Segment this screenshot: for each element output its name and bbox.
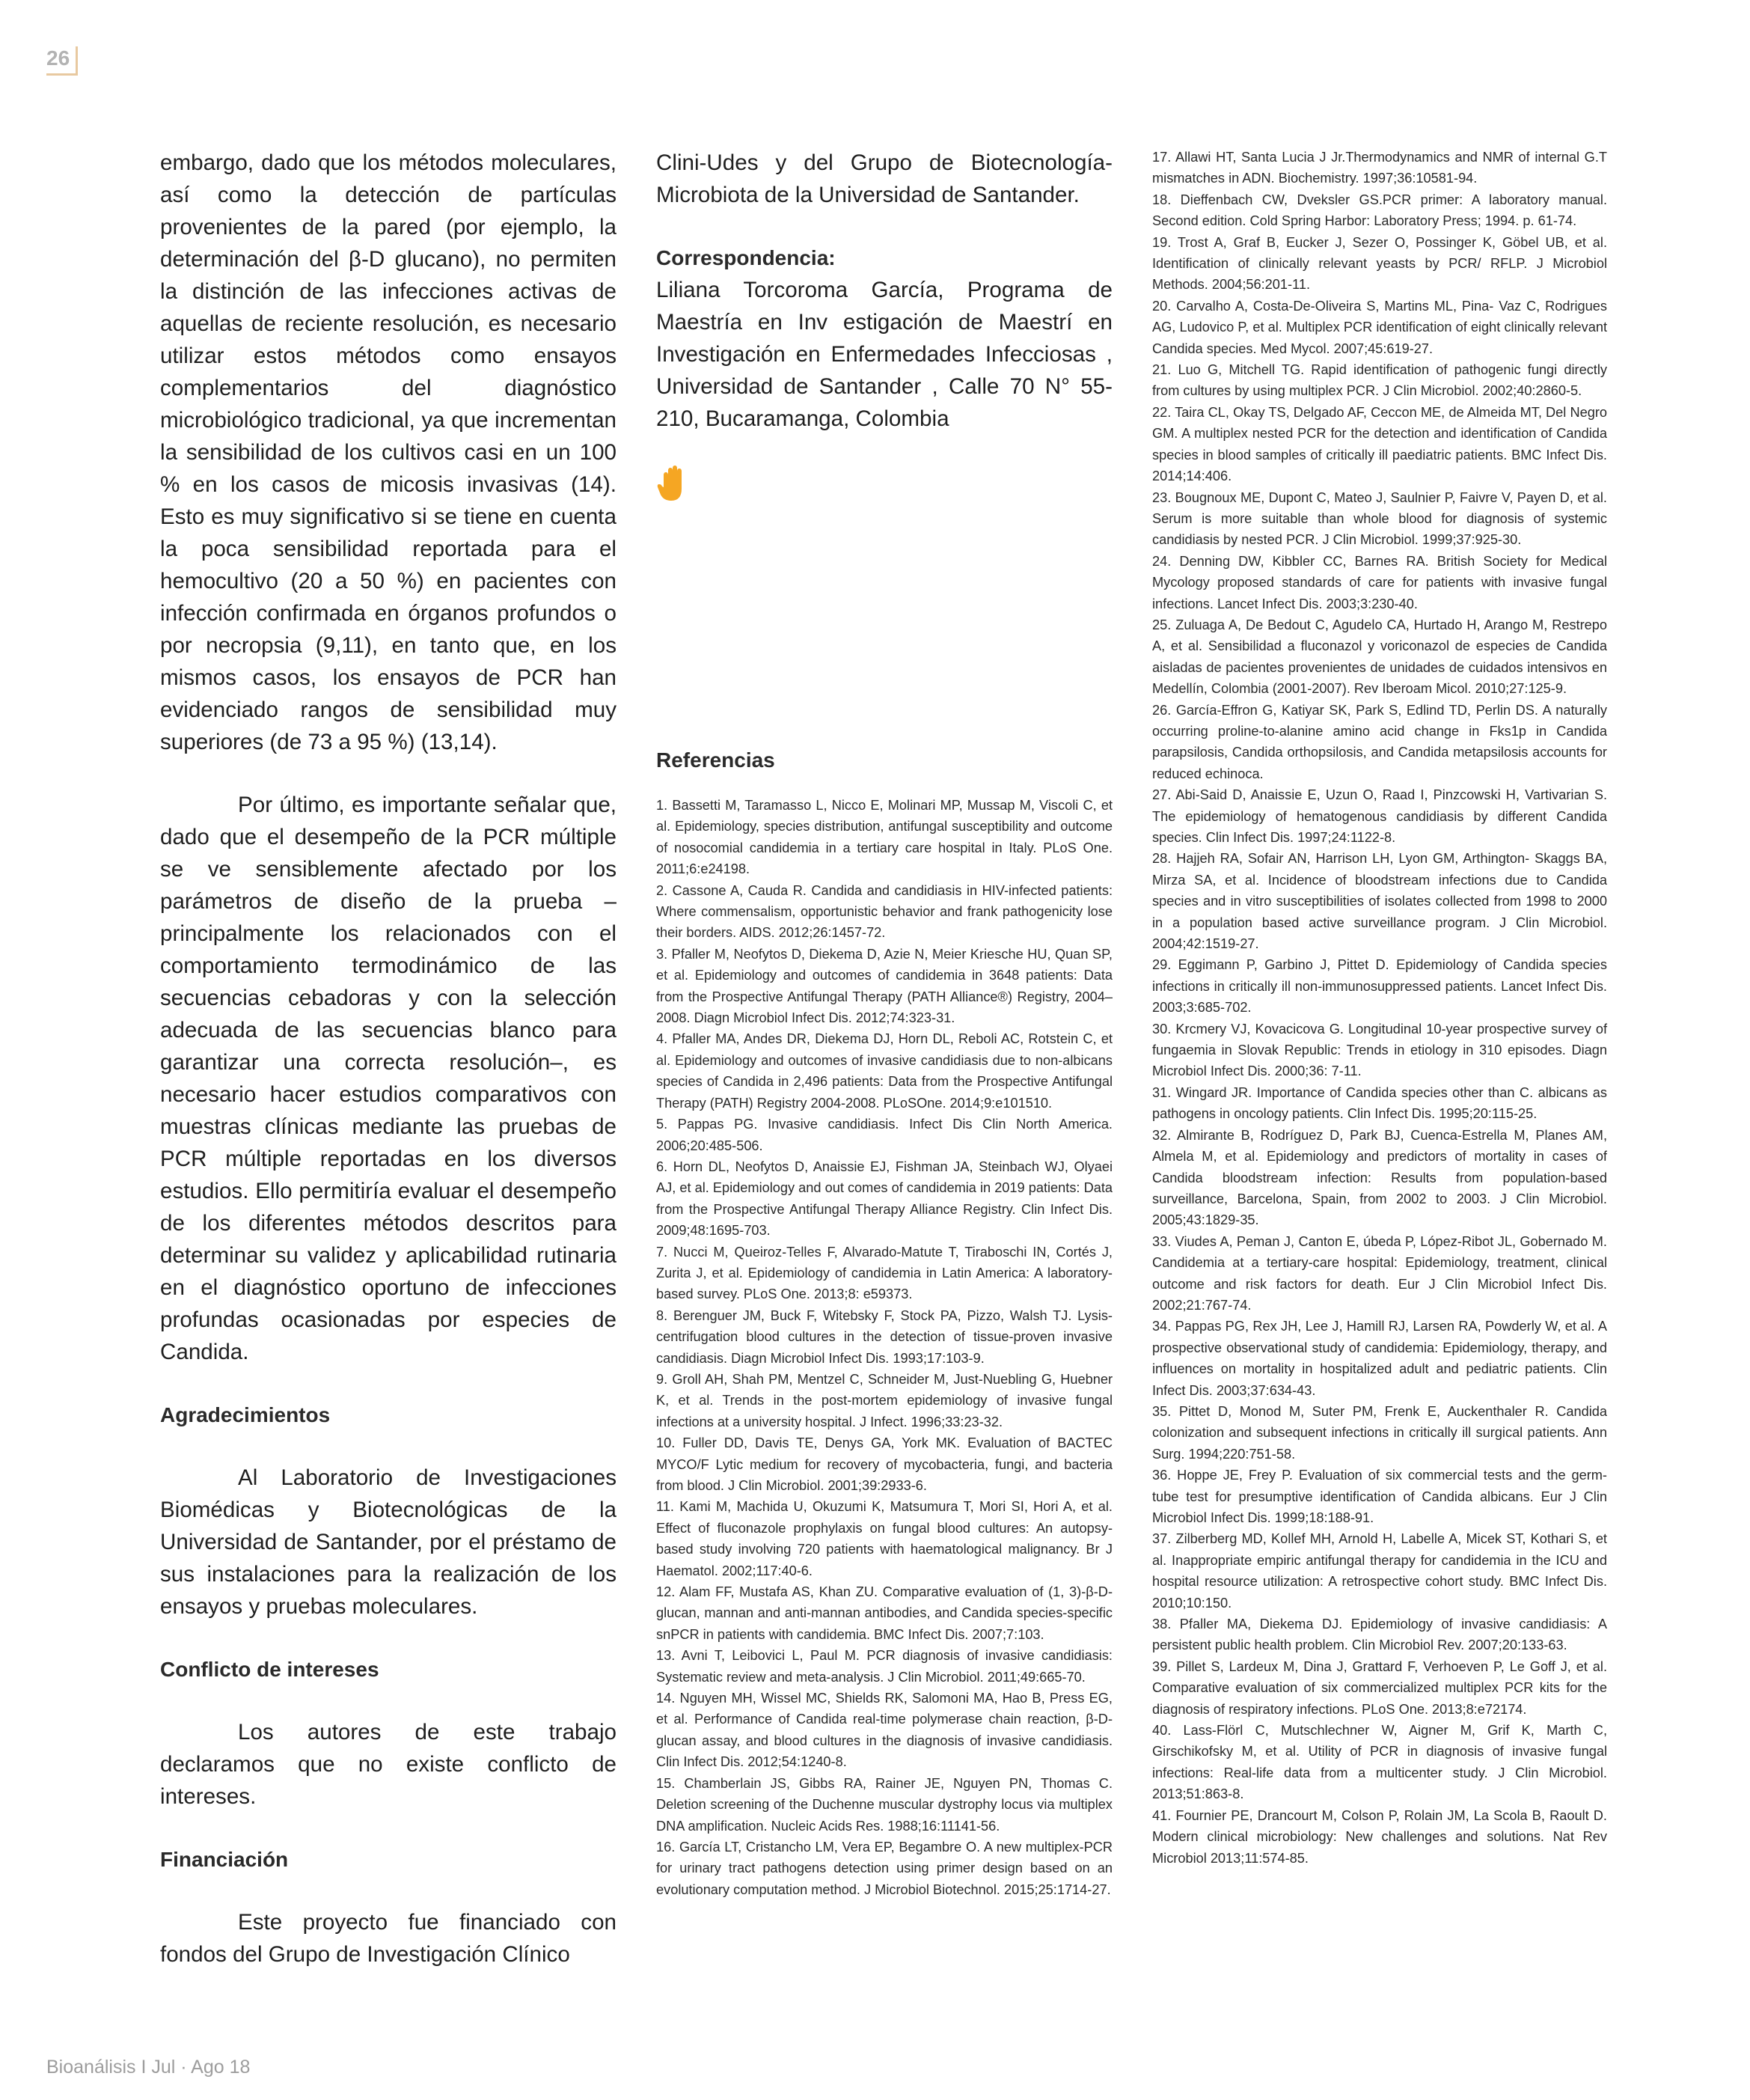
reference-item: 20. Carvalho A, Costa-De-Oliveira S, Martins ML, Pina- Vaz C, Rodrigues AG, Ludovico P, et al. Multiplex PCR identification of eight clinically relevant Candida species. Med Mycol. 2007;45:619-27. (1152, 298, 1607, 356)
reference-item: 25. Zuluaga A, De Bedout C, Agudelo CA, Hurtado H, Arango M, Restrepo A, et al. Sensibilidad a fluconazol y voriconazol de especies de Candida aisladas de pacientes provenientes de unidades de cuidados intensivos en Medellín, Colombia (2001-2007). Rev Iberoam Micol. 2010;27:125-9. (1152, 617, 1607, 697)
reference-item: 28. Hajjeh RA, Sofair AN, Harrison LH, Lyon GM, Arthington- Skaggs BA, Mirza SA, et al. Incidence of bloodstream infections due to Candida species and in vitro susceptibilities of isolates collected from 1998 to 2000 in a population based active surveillance program. J Clin Microbiol. 2004;42:1519-27. (1152, 851, 1607, 952)
reference-item: 18. Dieffenbach CW, Dveksler GS.PCR primer: A laboratory manual. Second edition. Cold Spring Harbor: Laboratory Press; 1994. p. 61-74. (1152, 192, 1607, 229)
section-heading-references: Referencias (656, 748, 775, 772)
reference-item: 19. Trost A, Graf B, Eucker J, Sezer O, Possinger K, Göbel UB, et al. Identification of clinically relevant yeasts by PCR/ RFLP. J Microbiol Methods. 2004;56:201-11. (1152, 234, 1607, 293)
reference-item: 5. Pappas PG. Invasive candidiasis. Infect Dis Clin North America. 2006;20:485-506. (656, 1117, 1113, 1153)
reference-item: 17. Allawi HT, Santa Lucia J Jr.Thermodynamics and NMR of internal G.T mismatches in ADN. Biochemistry. 1997;36:10581-94. (1152, 150, 1607, 186)
reference-list (656, 795, 1113, 1900)
column-1 (160, 147, 617, 1971)
reference-item: 6. Horn DL, Neofytos D, Anaissie EJ, Fishman JA, Steinbach WJ, Olyaei AJ, et al. Epidemiology and out comes of candidemia in 2019 patients: Data from the Prospective Antifungal Therapy Alliance Registry. Clin Infect Dis. 2009;48:1695-703. (656, 1159, 1113, 1239)
reference-item: 12. Alam FF, Mustafa AS, Khan ZU. Comparative evaluation of (1, 3)-β-D-glucan, mannan and anti-mannan antibodies, and Candida species-specific snPCR in patients with candidemia. BMC Infect Dis. 2007;7:103. (656, 1584, 1113, 1642)
page-number: 26 (46, 46, 78, 76)
reference-item: 23. Bougnoux ME, Dupont C, Mateo J, Saulnier P, Faivre V, Payen D, et al. Serum is more suitable than whole blood for diagnosis of systemic candidiasis by nested PCR. J Clin Microbiol. 1999;37:925-30. (1152, 489, 1607, 548)
column-3 (1152, 147, 1607, 1869)
reference-item: 8. Berenguer JM, Buck F, Witebsky F, Stock PA, Pizzo, Walsh TJ. Lysis-centrifugation blood cultures in the detection of tissue-proven invasive candidiasis. Diagn Microbiol Infect Dis. 1993;17:103-9. (656, 1307, 1113, 1366)
reference-item: 3. Pfaller M, Neofytos D, Diekema D, Azie N, Meier Kriesche HU, Quan SP, et al. Epidemiology and outcomes of candidemia in 3648 patients: Data from the Prospective Antifungal Therapy (PATH Alliance®) Registry, 2004–2008. Diagn Microbiol Infect Dis. 2012;74:323-31. (656, 946, 1113, 1026)
reference-item: 32. Almirante B, Rodríguez D, Park BJ, Cuenca-Estrella M, Planes AM, Almela M, et al. Epidemiology and predictors of mortality in cases of Candida bloodstream infection: Results from population-based surveillance, Barcelona, Spain, from 2002 to 2003. J Clin Microbiol. 2005;43:1829-35. (1152, 1127, 1607, 1228)
reference-item: 2. Cassone A, Cauda R. Candida and candidiasis in HIV-infected patients: Where commensalism, opportunistic behavior and frank pathogenicity lose their borders. AIDS. 2012;26:1457-72. (656, 882, 1113, 941)
body-paragraph: Clini-Udes y del Grupo de Biotecnología-Microbiota de la Universidad de Santander. (656, 150, 1113, 207)
reference-item: 14. Nguyen MH, Wissel MC, Shields RK, Salomoni MA, Hao B, Press EG, et al. Performance of Candida real-time polymerase chain reaction, β-D-glucan assay, and blood cultures in the diagnosis of invasive candidiasis. Clin Infect Dis. 2012;54:1240-8. (656, 1691, 1113, 1770)
reference-item: 7. Nucci M, Queiroz-Telles F, Alvarado-Matute T, Tiraboschi IN, Cortés J, Zurita J, et al. Epidemiology of candidemia in Latin America: A laboratory-based survey. PLoS One. 2013;8: e59373. (656, 1244, 1113, 1302)
reference-item: 24. Denning DW, Kibbler CC, Barnes RA. British Society for Medical Mycology proposed standards of care for patients with invasive fungal infections. Lancet Infect Dis. 2003;3:230-40. (1152, 553, 1607, 611)
reference-item: 16. García LT, Cristancho LM, Vera EP, Begambre O. A new multiplex-PCR for urinary tract pathogens detection using primer design based on an evolutionary computation method. J Microbiol Biotechnol. 2015;25:1714-27. (656, 1839, 1113, 1897)
reference-item: 35. Pittet D, Monod M, Suter PM, Frenk E, Auckenthaler R. Candida colonization and subsequent infections in critically ill surgical patients. Ann Surg. 1994;220:751-58. (1152, 1403, 1607, 1462)
reference-item: 29. Eggimann P, Garbino J, Pittet D. Epidemiology of Candida species infections in critically ill non-immunosuppressed patients. Lancet Infect Dis. 2003;3:685-702. (1152, 957, 1607, 1016)
reference-item: 37. Zilberberg MD, Kollef MH, Arnold H, Labelle A, Micek ST, Kothari S, et al. Inappropriate empiric antifungal therapy for candidemia in the ICU and hospital resource utilization: A retrospective cohort study. BMC Infect Dis. 2010;10:150. (1152, 1531, 1607, 1611)
body-paragraph: Por último, es importante señalar que, dado que el desempeño de la PCR múltiple se ve sensiblemente afectado por los parámetros de diseño de la prueba –principalmente los relacionados con el comportamiento termodinámico de las secuencias cebadoras y con la selección adecuada de las secuencias blanco para garantizar una correcta resolución–, es necesario hacer estudios comparativos con muestras clínicas mediante las pruebas de PCR múltiple reportadas en los diversos estudios. Ello permitiría evaluar el desempeño de los diferentes métodos descritos para determinar su validez y aplicabilidad rutinaria en el diagnóstico oportuno de infecciones profundas ocasionadas por especies de Candida. (160, 793, 617, 1364)
section-heading-correspondence: Correspondencia: (656, 246, 836, 269)
reference-item: 39. Pillet S, Lardeux M, Dina J, Grattard F, Verhoeven P, Le Goff J, et al. Comparative evaluation of six commercialized multiplex PCR kits for the diagnosis of respiratory infections. PLoS One. 2013;8:e72174. (1152, 1658, 1607, 1717)
conflict-text: Los autores de este trabajo declaramos que no existe conflicto de intereses. (160, 1720, 617, 1809)
reference-item: 4. Pfaller MA, Andes DR, Diekema DJ, Horn DL, Reboli AC, Rotstein C, et al. Epidemiology and outcomes of invasive candidiasis due to non-albicans species of Candida in 2,496 patients: Data from the Prospective Antifungal Therapy (PATH) Registry 2004-2008. PLoSOne. 2014;9:e101510. (656, 1031, 1113, 1111)
reference-item: 31. Wingard JR. Importance of Candida species other than C. albicans as pathogens in oncology patients. Clin Infect Dis. 1995;20:115-25. (1152, 1084, 1607, 1122)
reference-item: 40. Lass-Flörl C, Mutschlechner W, Aigner M, Grif K, Marth C, Girschikofsky M, et al. Utility of PCR in diagnosis of invasive fungal infections: Real-life data from a multicenter study. J Clin Microbiol. 2013;51:863-8. (1152, 1723, 1607, 1802)
reference-item: 38. Pfaller MA, Diekema DJ. Epidemiology of invasive candidiasis: A persistent public health problem. Clin Microbiol Rev. 2007;20:133-63. (1152, 1617, 1607, 1653)
reference-item: 36. Hoppe JE, Frey P. Evaluation of six commercial tests and the germ-tube test for presumptive identification of Candida albicans. Eur J Clin Microbiol Infect Dis. 1999;18:188-91. (1152, 1468, 1607, 1525)
reference-item: 41. Fournier PE, Drancourt M, Colson P, Rolain JM, La Scola B, Raoult D. Modern clinical microbiology: New challenges and solutions. Nat Rev Microbiol 2013;11:574-85. (1152, 1807, 1607, 1866)
reference-item: 26. García-Effron G, Katiyar SK, Park S, Edlind TD, Perlin DS. A naturally occurring proline-to-alanine amino acid change in Fks1p in Candida parapsilosis, Candida orthopsilosis, and Candida metapsilosis accounts for reduced echinoca. (1152, 702, 1607, 781)
reference-item: 30. Krcmery VJ, Kovacicova G. Longitudinal 10-year prospective survey of fungaemia in Slovak Republic: Trends in etiology in 310 episodes. Diagn Microbiol Infect Dis. 2000;36: 7-11. (1152, 1021, 1607, 1079)
body-paragraph: embargo, dado que los métodos moleculares, así como la detección de partículas provenientes de la pared (por ejemplo, la determinación del β-D glucano), no permiten la distinción de las infecciones activas de aquellas de reciente resolución, es necesario utilizar estos métodos como ensayos complementarios del diagnóstico microbiológico tradicional, ya que incrementan la sensibilidad de los cultivos casi en un 100 % en los casos de micosis invasivas (14). Esto es muy significativo si se tiene en cuenta la poca sensibilidad reportada para el hemocultivo (20 a 50 %) en pacientes con infección confirmada en órganos profundos o por necropsia (9,11), en tanto que, en los mismos casos, los ensayos de PCR han evidenciado rangos de sensibilidad muy superiores (de 73 a 95 %) (13,14). (160, 150, 617, 754)
acknowledgements-text: Al Laboratorio de Investigaciones Biomédicas y Biotecnológicas de la Universidad de Santander, por el préstamo de sus instalaciones para la realización de los ensayos y pruebas moleculares. (160, 1465, 617, 1619)
section-heading-funding: Financiación (160, 1848, 289, 1871)
section-heading-conflict: Conflicto de intereses (160, 1658, 379, 1681)
reference-item: 33. Viudes A, Peman J, Canton E, úbeda P, López-Ribot JL, Gobernado M. Candidemia at a tertiary-care hospital: Epidemiology, treatment, clinical outcome and risk factors for death. Eur J Clin Microbiol Infect Dis. 2002;21:767-74. (1152, 1233, 1607, 1313)
section-heading-acknowledgements: Agradecimientos (160, 1403, 331, 1426)
reference-item: 1. Bassetti M, Taramasso L, Nicco E, Molinari MP, Mussap M, Viscoli C, et al. Epidemiology, species distribution, antifungal susceptibility and outcome of nosocomial candidemia in a tertiary care hospital in Italy. PLoS One. 2011;6:e24198. (656, 798, 1113, 877)
funding-text: Este proyecto fue financiado con fondos del Grupo de Investigación Clínico (160, 1910, 617, 1967)
footer: Bioanálisis I Jul · Ago 18 (46, 2057, 251, 2078)
reference-item: 9. Groll AH, Shah PM, Mentzel C, Schneider M, Just-Nuebling G, Huebner K, et al. Trends in the post-mortem epidemiology of invasive fungal infections at a university hospital. J Infect. 1996;33:23-32. (656, 1371, 1113, 1429)
reference-item: 21. Luo G, Mitchell TG. Rapid identification of pathogenic fungi directly from cultures by using multiplex PCR. J Clin Microbiol. 2002;40:2860-5. (1152, 362, 1607, 399)
references-block (656, 745, 1113, 1900)
reference-item: 13. Avni T, Leibovici L, Paul M. PCR diagnosis of invasive candidiasis: Systematic review and meta-analysis. J Clin Microbiol. 2011;49:665-70. (656, 1648, 1113, 1685)
reference-item: 27. Abi-Said D, Anaissie E, Uzun O, Raad I, Pinzcowski H, Vartivarian S. The epidemiology of hematogenous candidiasis by different Candida species. Clin Infect Dis. 1997;24:1122-8. (1152, 787, 1607, 845)
reference-item: 11. Kami M, Machida U, Okuzumi K, Matsumura T, Mori SI, Hori A, et al. Effect of fluconazole prophylaxis on fungal blood cultures: An autopsy-based study involving 720 patients with haematological malignancy. Br J Haematol. 2002;117:40-6. (656, 1499, 1113, 1578)
raised-hand-icon (656, 465, 691, 504)
reference-list (1152, 147, 1607, 1869)
column-2 (656, 147, 1113, 1897)
correspondence-text: Liliana Torcoroma García, Programa de Maestría en Inv estigación de Maestrí en Investigación en Enfermedades Infecciosas , Universidad de Santander , Calle 70 N° 55-210, Bucaramanga, Colombia (656, 278, 1113, 431)
reference-item: 34. Pappas PG, Rex JH, Lee J, Hamill RJ, Larsen RA, Powderly W, et al. A prospective observational study of candidemia: Epidemiology, therapy, and influences on mortality in hospitalized adult and pediatric patients. Clin Infect Dis. 2003;37:634-43. (1152, 1319, 1607, 1398)
reference-item: 10. Fuller DD, Davis TE, Denys GA, York MK. Evaluation of BACTEC MYCO/F Lytic medium for recovery of mycobacteria, fungi, and bacteria from blood. J Clin Microbiol. 2001;39:2933-6. (656, 1435, 1113, 1493)
reference-item: 15. Chamberlain JS, Gibbs RA, Rainer JE, Nguyen PN, Thomas C. Deletion screening of the Duchenne muscular dystrophy locus via multiplex DNA amplification. Nucleic Acids Res. 1988;16:11141-56. (656, 1775, 1113, 1834)
reference-item: 22. Taira CL, Okay TS, Delgado AF, Ceccon ME, de Almeida MT, Del Negro GM. A multiplex nested PCR for the detection and identification of Candida species in blood samples of critically ill paediatric patients. BMC Infect Dis. 2014;14:406. (1152, 404, 1607, 484)
